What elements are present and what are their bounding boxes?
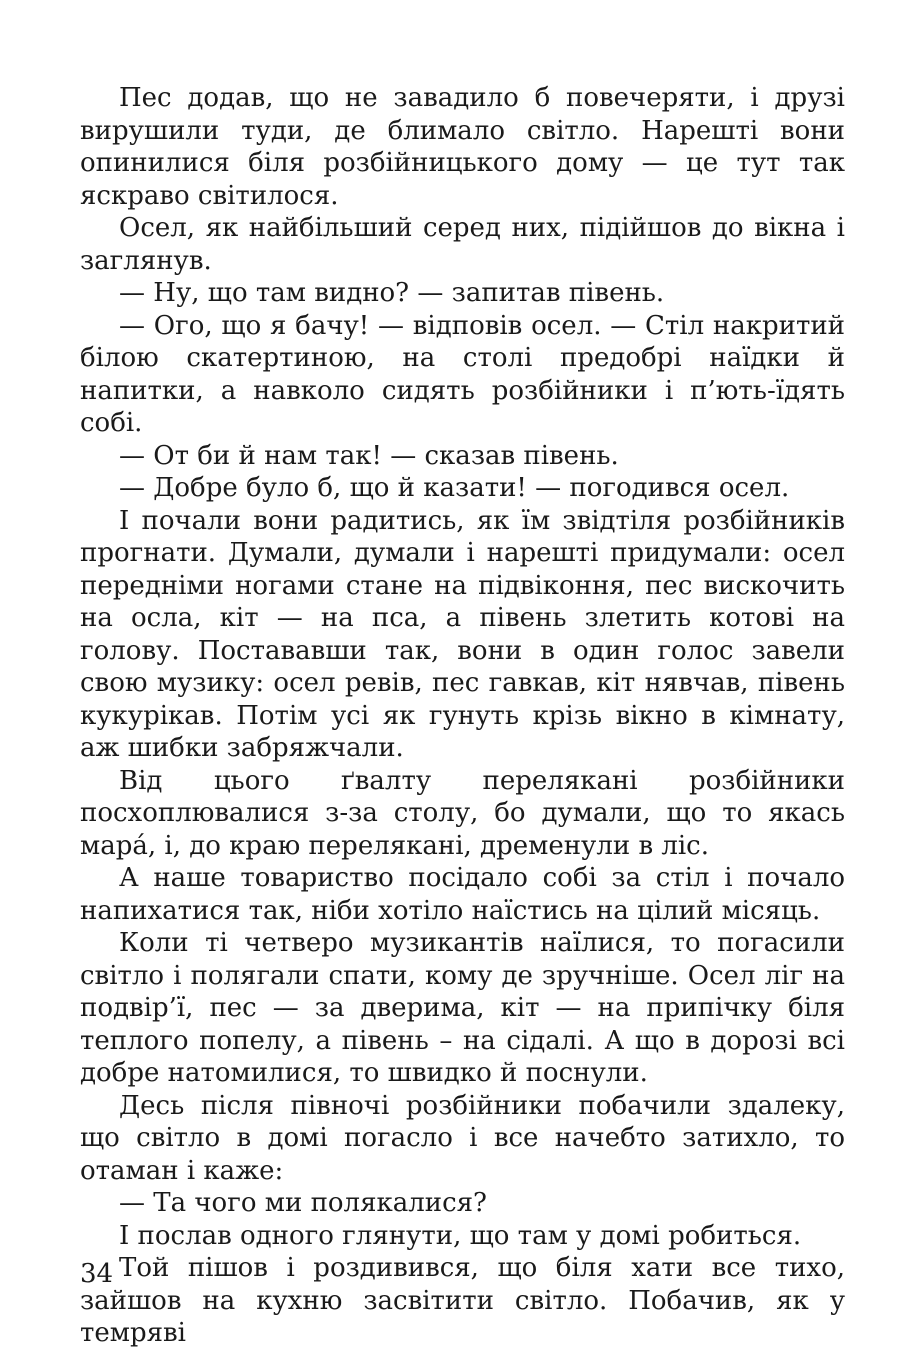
paragraph-3: — Ну, що там видно? — запитав півень. [119, 278, 665, 308]
paragraph-12: — Та чого ми полякалися? [119, 1188, 487, 1218]
paragraph-7: І почали вони радитись, як їм звідтіля розбійників прогнати. Думали, думали і нарешті придумали: осел передніми ногами стане на підвіконня, пес вискочить на осла, кіт — на пса, а півень злетить котові на голову. Постававши так, вони в один голос завели свою музику: осел ревів, пес гавкав, кіт нявчав, півень кукурікав. Потім усі як гунуть крізь вікно в кімнату, аж шибки забряжчали. [80, 505, 845, 763]
page-body [80, 82, 845, 1350]
paragraph-13: І послав одного глянути, що там у домі робиться. [119, 1220, 802, 1251]
paragraph-9: А наше товариство посідало собі за стіл і почало напихатися так, ніби хотіло наїстись на цілий місяць. [80, 863, 845, 926]
paragraph-11: Десь після півночі розбійники побачили здалеку, що світло в домі погасло і все начебто затихло, то отаман і каже: [80, 1090, 845, 1186]
page-number: 34 [80, 1259, 114, 1289]
paragraph-6: — Добре було б, що й казати! — погодився осел. [119, 473, 790, 503]
paragraph-1: Пес додав, що не завадило б повечеряти, і друзі вирушили туди, де блимало світло. Нарешті вони опинилися біля розбійницького дому — це тут так яскраво світилося. [80, 83, 845, 211]
paragraph-10: Коли ті четверо музикантів наїлися, то погасили світло і полягали спати, кому де зручніше. Осел ліг на подвір’ї, пес — за дверима, кіт — на припічку біля теплого попелу, а півень – на сідалі. А що в дорозі всі добре натомилися, то швидко й поснули. [80, 928, 845, 1088]
paragraph-14: Той пішов і роздивився, що біля хати все тихо, зайшов на кухню засвітити світло. Побачив, як у темряві [80, 1253, 845, 1348]
paragraph-2: Осел, як найбільший серед них, підійшов до вікна і заглянув. [80, 213, 845, 276]
paragraph-8: Від цього ґвалту перелякані розбійники посхоплювалися з-за столу, бо думали, що то якась мара́, і, до краю перелякані, дременули в ліс. [80, 765, 845, 861]
paragraph-4: — Ого, що я бачу! — відповів осел. — Стіл накритий білою скатертиною, на столі предобрі наїдки й напитки, а навколо сидять розбійники і п’ють-їдять собі. [80, 310, 845, 438]
paragraph-5: — От би й нам так! — сказав півень. [119, 440, 619, 471]
